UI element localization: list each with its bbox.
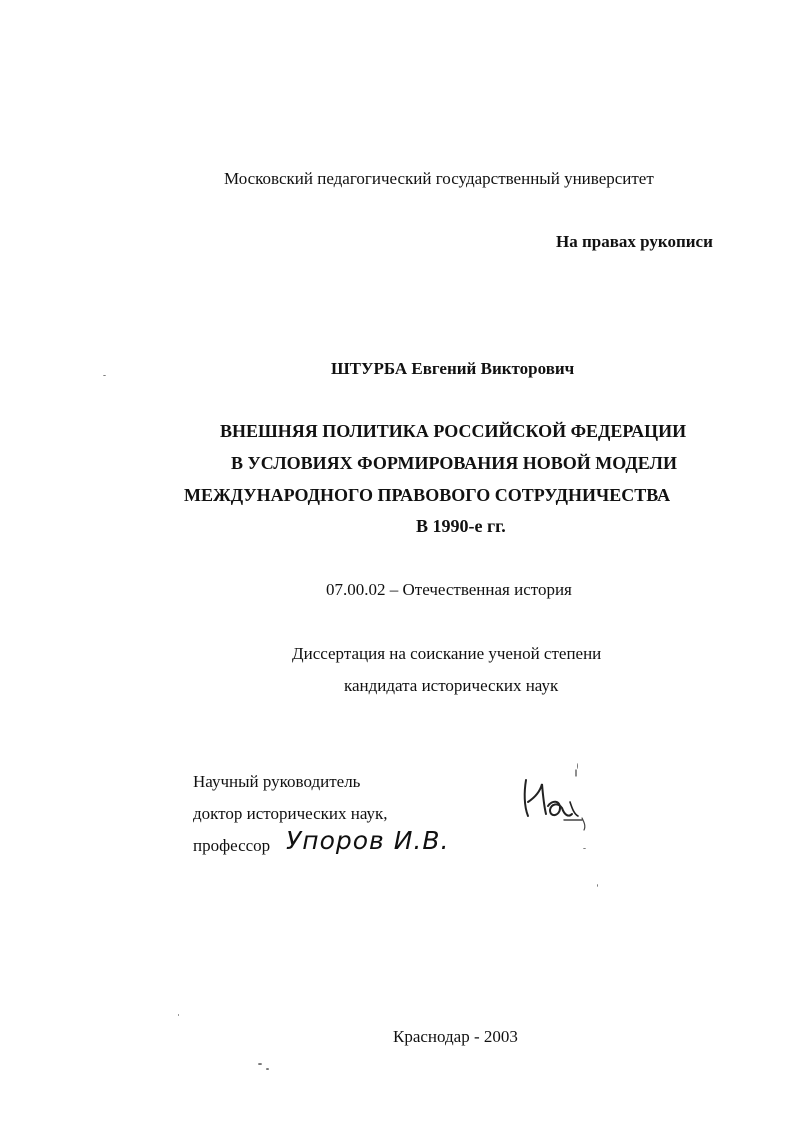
scan-speck — [266, 1068, 269, 1070]
title-line-3: МЕЖДУНАРОДНОГО ПРАВОВОГО СОТРУДНИЧЕСТВА — [184, 485, 671, 505]
dissertation-line-2: кандидата исторических наук — [344, 676, 559, 695]
scan-speck — [178, 1014, 179, 1016]
title-line-2: В УСЛОВИЯХ ФОРМИРОВАНИЯ НОВОЙ МОДЕЛИ — [231, 453, 677, 473]
city-year: Краснодар - 2003 — [393, 1027, 518, 1046]
title-line-1: ВНЕШНЯЯ ПОЛИТИКА РОССИЙСКОЙ ФЕДЕРАЦИИ — [220, 421, 687, 441]
rights-notice: На правах рукописи — [556, 232, 713, 251]
supervisor-degree: доктор исторических наук, — [193, 804, 388, 823]
university-name: Московский педагогический государственный университет — [224, 169, 654, 188]
scan-speck — [577, 763, 578, 769]
dissertation-line-1: Диссертация на соискание ученой степени — [292, 644, 602, 663]
scan-speck — [103, 375, 106, 376]
supervisor-name-handwritten: Упоров И.В. — [286, 826, 450, 855]
scan-speck — [258, 1063, 262, 1065]
supervisor-role: Научный руководитель — [193, 772, 361, 791]
supervisor-title: профессор — [193, 836, 271, 855]
scan-speck — [583, 848, 586, 849]
scan-speck — [597, 884, 598, 887]
author-name: ШТУРБА Евгений Викторович — [331, 359, 575, 378]
signature-mark — [518, 762, 598, 842]
specialty-code: 07.00.02 – Отечественная история — [326, 580, 572, 599]
title-line-4: В 1990-е гг. — [416, 516, 506, 536]
